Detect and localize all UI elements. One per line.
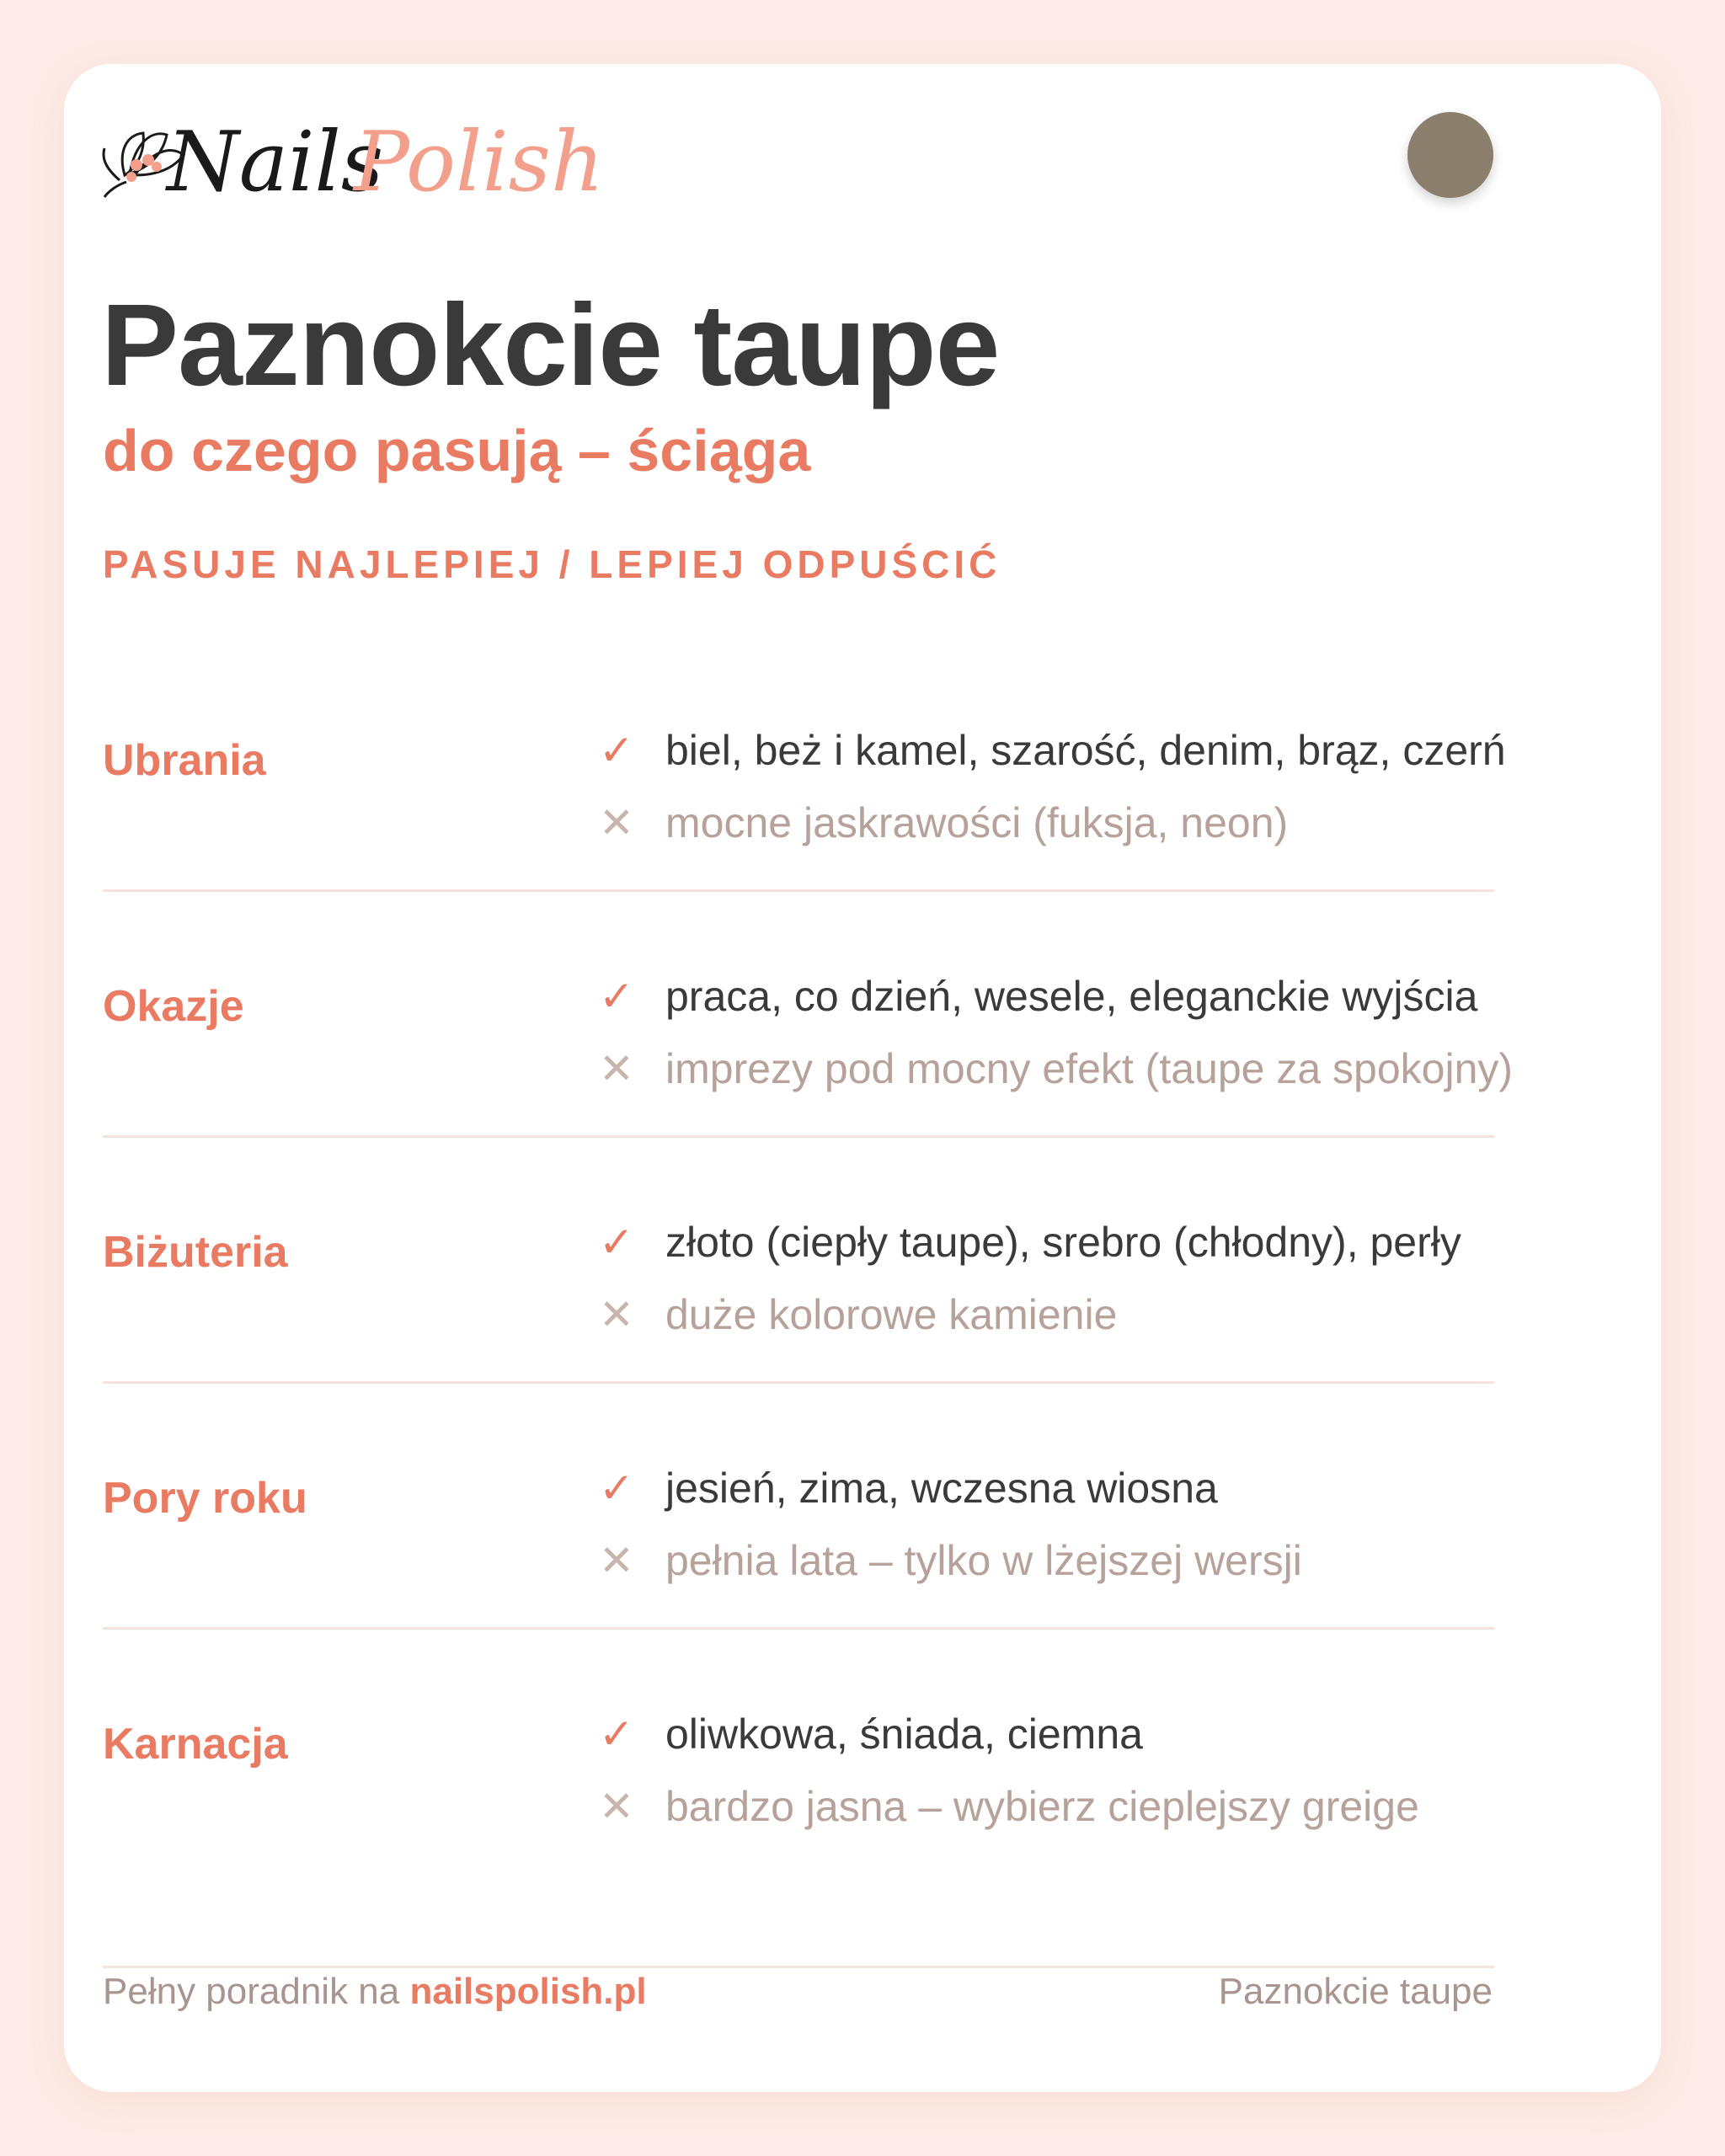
brand-logo[interactable] [101,93,606,219]
row-category: Biżuteria [103,1228,288,1277]
row-karnacja [103,1674,1494,1920]
bad-text: bardzo jasna – wybierz cieplejszy greige [665,1783,1419,1830]
taupe-color-swatch [1407,112,1493,198]
cross-icon: ✕ [599,1536,634,1585]
logo-wordmark [101,93,606,219]
row-bizuteria [103,1182,1494,1428]
row-category: Pory roku [103,1474,307,1523]
good-text: oliwkowa, śniada, ciemna [665,1710,1143,1758]
page-subtitle: do czego pasują – ściąga [103,418,811,483]
cross-icon: ✕ [599,1290,634,1339]
row-divider [103,1627,1494,1630]
good-text: złoto (ciepły taupe), srebro (chłodny), perły [665,1219,1461,1266]
checkmark-icon: ✓ [599,1464,634,1513]
svg-text:Nails: Nails [167,115,384,211]
checkmark-icon: ✓ [599,1218,634,1267]
row-ubrania [103,691,1506,937]
cross-icon: ✕ [599,1044,634,1093]
row-divider [103,1135,1494,1138]
checkmark-icon: ✓ [599,972,634,1021]
footer-prefix: Pełny poradnik na [103,1971,410,2012]
good-text: biel, beż i kamel, szarość, denim, brąz, czerń [665,727,1506,774]
recommendations-list [103,691,1514,1920]
row-pory-roku [103,1428,1494,1674]
row-divider [103,889,1494,892]
checkmark-icon: ✓ [599,1710,634,1758]
footer-title: Paznokcie taupe [1218,1971,1493,2012]
footer-guide-note [103,1962,647,2021]
bad-text: mocne jaskrawości (fuksja, neon) [665,799,1289,846]
row-category: Okazje [103,982,244,1031]
cross-icon: ✕ [599,1782,634,1831]
website-link[interactable]: nailspolish.pl [409,1971,647,2012]
svg-text:Polish: Polish [354,115,605,211]
section-label: PASUJE NAJLEPIEJ / LEPIEJ ODPUŚCIĆ [103,542,1001,586]
good-text: praca, co dzień, wesele, eleganckie wyjścia [665,973,1478,1020]
row-okazje [103,937,1514,1182]
row-divider [103,1381,1494,1384]
bad-text: imprezy pod mocny efekt (taupe za spokojny) [665,1045,1514,1092]
row-category: Ubrania [103,736,266,785]
page-title: Paznokcie taupe [101,280,1000,410]
cross-icon: ✕ [599,798,634,847]
bad-text: duże kolorowe kamienie [665,1291,1118,1338]
checkmark-icon: ✓ [599,726,634,775]
good-text: jesień, zima, wczesna wiosna [665,1465,1218,1512]
bad-text: pełnia lata – tylko w lżejszej wersji [665,1537,1302,1584]
row-category: Karnacja [103,1720,288,1769]
